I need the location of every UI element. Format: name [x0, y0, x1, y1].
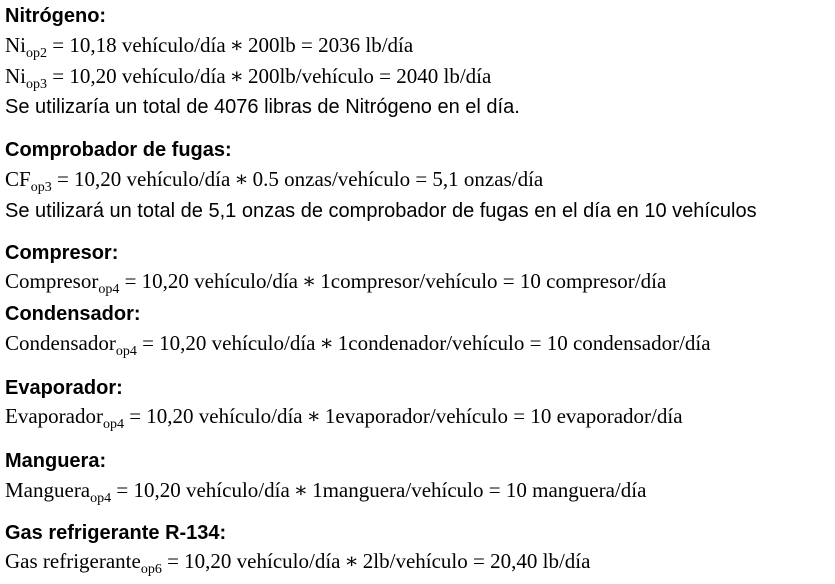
equation-comprobador-op3	[5, 167, 544, 195]
equation-lhs: = 10,20 vehículo/día	[129, 404, 303, 428]
equation-gas-refrigerante-op6	[5, 549, 591, 577]
section-heading-comprobador: Comprobador de fugas:	[5, 139, 232, 161]
equation-nitrogeno-op3	[5, 64, 492, 92]
summary-comprobador: Se utilizará un total de 5,1 onzas de comprobador de fugas en el día en 10 vehículos	[5, 200, 757, 222]
section-heading-evaporador: Evaporador:	[5, 377, 123, 399]
equation-lhs: = 10,20 vehículo/día	[142, 331, 316, 355]
equation-lhs: = 10,20 vehículo/día	[52, 64, 226, 88]
equation-subscript: op4	[102, 417, 124, 432]
equation-rhs: 1evaporador/vehículo = 10 evaporador/día	[324, 404, 683, 428]
equation-condensador-op4	[5, 331, 711, 359]
equation-lhs: = 10,20 vehículo/día	[124, 269, 298, 293]
section-heading-manguera: Manguera:	[5, 450, 107, 472]
equation-operator: ∗	[344, 549, 359, 573]
section-heading-gas-refrigerante: Gas refrigerante R-134:	[5, 522, 227, 544]
equation-subscript: op4	[115, 344, 137, 359]
equation-operator: ∗	[306, 404, 321, 428]
summary-nitrogeno: Se utilizaría un total de 4076 libras de Nitrógeno en el día.	[5, 96, 520, 118]
equation-compresor-op4	[5, 269, 667, 297]
equation-manguera-op4	[5, 478, 647, 506]
equation-variable: Gas refrigerante	[5, 549, 141, 573]
equation-operator: ∗	[229, 64, 244, 88]
equation-subscript: op2	[26, 46, 47, 61]
equation-subscript: op4	[98, 282, 120, 297]
equation-variable: Ni	[5, 64, 26, 88]
equation-operator: ∗	[301, 269, 317, 293]
equation-variable: Evaporador	[5, 404, 103, 428]
section-heading-condensador: Condensador:	[5, 303, 141, 325]
equation-variable: Compresor	[5, 269, 99, 293]
equation-lhs: = 10,20 vehículo/día	[167, 549, 341, 573]
equation-nitrogeno-op2	[5, 33, 414, 61]
equation-variable: Manguera	[5, 478, 91, 502]
equation-operator: ∗	[234, 167, 249, 191]
equation-variable: Condensador	[5, 331, 116, 355]
equation-rhs: 1manguera/vehículo = 10 manguera/día	[312, 478, 647, 502]
equation-lhs: = 10,20 vehículo/día	[56, 167, 231, 191]
section-heading-compresor: Compresor:	[5, 242, 119, 264]
equation-rhs: 2lb/vehículo = 20,40 lb/día	[362, 549, 591, 573]
equation-rhs: 200lb/vehículo = 2040 lb/día	[247, 64, 492, 88]
equation-lhs: = 10,18 vehículo/día	[52, 33, 226, 57]
equation-subscript: op4	[90, 491, 112, 506]
equation-variable: Ni	[5, 33, 26, 57]
equation-rhs: 200lb = 2036 lb/día	[247, 33, 414, 57]
equation-operator: ∗	[293, 478, 309, 502]
equation-rhs: 1compresor/vehículo = 10 compresor/día	[320, 269, 667, 293]
equation-rhs: 1condenador/vehículo = 10 condensador/día	[337, 331, 711, 355]
equation-operator: ∗	[319, 331, 334, 355]
equation-subscript: op6	[140, 562, 162, 577]
equation-lhs: = 10,20 vehículo/día	[116, 478, 290, 502]
equation-subscript: op3	[26, 77, 47, 92]
equation-operator: ∗	[229, 33, 244, 57]
equation-rhs: 0.5 onzas/vehículo = 5,1 onzas/día	[252, 167, 544, 191]
section-heading-nitrogeno: Nitrógeno:	[5, 5, 107, 27]
equation-subscript: op3	[30, 180, 52, 195]
equation-variable: CF	[5, 167, 31, 191]
equation-evaporador-op4	[5, 404, 683, 432]
